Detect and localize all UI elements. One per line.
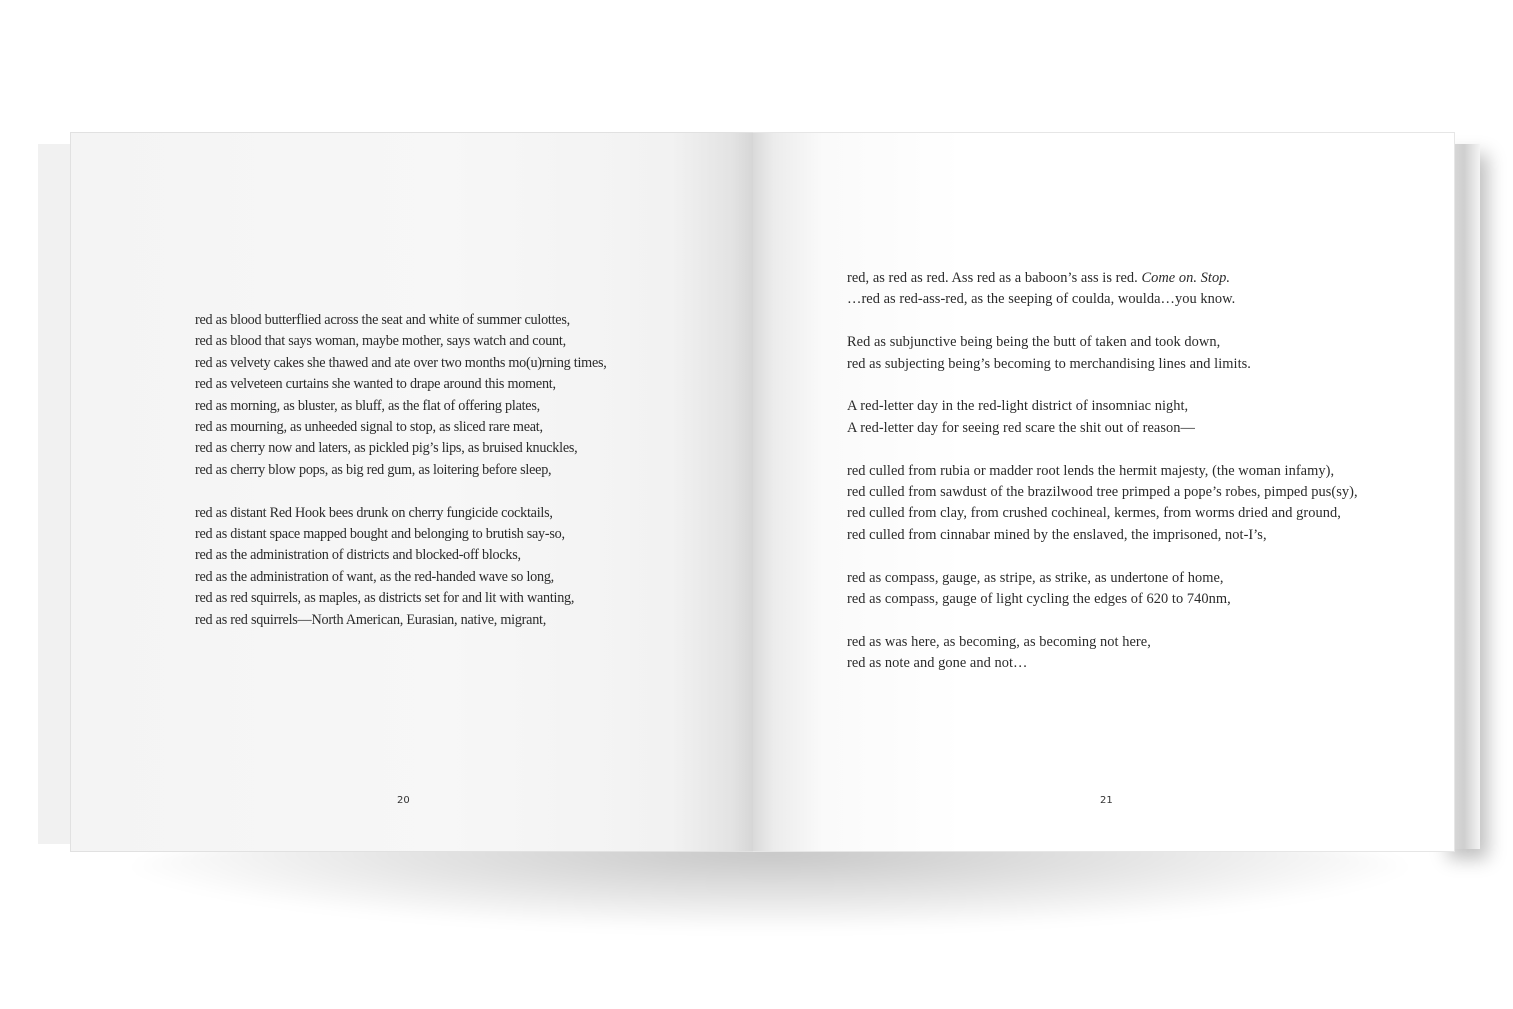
poem-line: red as subjecting being’s becoming to merchandising lines and limits. — [847, 355, 1251, 372]
left-stanza-1 — [195, 310, 607, 481]
right-stanza-6 — [847, 632, 1358, 675]
right-page — [753, 132, 1455, 852]
poem-line: red as compass, gauge of light cycling the edges of 620 to 740nm, — [847, 591, 1231, 608]
poem-line: red as distant space mapped bought and belonging to brutish say-so, — [195, 526, 565, 543]
poem-line: red as was here, as becoming, as becoming not here, — [847, 633, 1151, 650]
poem-line: red culled from clay, from crushed cochineal, kermes, from worms dried and ground, — [847, 505, 1341, 522]
poem-line: A red-letter day in the red-light district of insomniac night, — [847, 398, 1189, 415]
poem-line: red as blood that says woman, maybe mother, says watch and count, — [195, 333, 566, 350]
page-number-right: 21 — [1100, 795, 1113, 806]
right-stanza-4 — [847, 461, 1358, 547]
poem-line: red culled from rubia or madder root lends the hermit majesty, (the woman infamy), — [847, 462, 1335, 479]
poem-line: red as velvety cakes she thawed and ate over two months mo(u)rning times, — [195, 354, 607, 371]
poem-line: red as red squirrels, as maples, as districts set for and lit with wanting, — [195, 590, 575, 607]
poem-line: red as the administration of districts and blocked-off blocks, — [195, 547, 521, 564]
right-stanza-1 — [847, 268, 1358, 311]
poem-line: red as note and gone and not… — [847, 655, 1028, 672]
poem-line: A red-letter day for seeing red scare the shit out of reason— — [847, 419, 1195, 436]
poem-line-text: red, as red as red. Ass red as a baboon’s ass is red. — [847, 270, 1142, 286]
poem-line: red as distant Red Hook bees drunk on cherry fungicide cocktails, — [195, 504, 553, 521]
left-page — [70, 132, 753, 852]
poem-line-italic: Come on. Stop. — [1141, 270, 1231, 286]
page-number-left: 20 — [397, 795, 410, 806]
poem-line: red as the administration of want, as the red-handed wave so long, — [195, 568, 554, 585]
poem-line: …red as red-ass-red, as the seeping of coulda, woulda…you know. — [847, 291, 1236, 308]
right-page-poem — [847, 268, 1358, 696]
poem-line: red as velveteen curtains she wanted to drape around this moment, — [195, 376, 556, 393]
poem-line: red as compass, gauge, as stripe, as strike, as undertone of home, — [847, 569, 1224, 586]
poem-line: red culled from cinnabar mined by the enslaved, the imprisoned, not-I’s, — [847, 526, 1267, 543]
poem-line: red as red squirrels—North American, Eurasian, native, migrant, — [195, 611, 547, 628]
left-stanza-2 — [195, 503, 607, 631]
poem-line: Red as subjunctive being being the butt of taken and took down, — [847, 334, 1221, 351]
right-stanza-2 — [847, 332, 1358, 375]
poem-line — [847, 268, 1358, 289]
poem-line: red as morning, as bluster, as bluff, as the flat of offering plates, — [195, 397, 540, 414]
right-stanza-3 — [847, 396, 1358, 439]
poem-line: red as mourning, as unheeded signal to stop, as sliced rare meat, — [195, 419, 543, 436]
poem-line: red as cherry now and laters, as pickled pig’s lips, as bruised knuckles, — [195, 440, 578, 457]
left-page-poem — [195, 310, 607, 652]
poem-line: red culled from sawdust of the brazilwood tree primped a pope’s robes, pimped pus(sy), — [847, 484, 1358, 501]
poem-line: red as cherry blow pops, as big red gum, as loitering before sleep, — [195, 461, 552, 478]
right-stanza-5 — [847, 568, 1358, 611]
poem-line: red as blood butterflied across the seat and white of summer culottes, — [195, 312, 570, 328]
